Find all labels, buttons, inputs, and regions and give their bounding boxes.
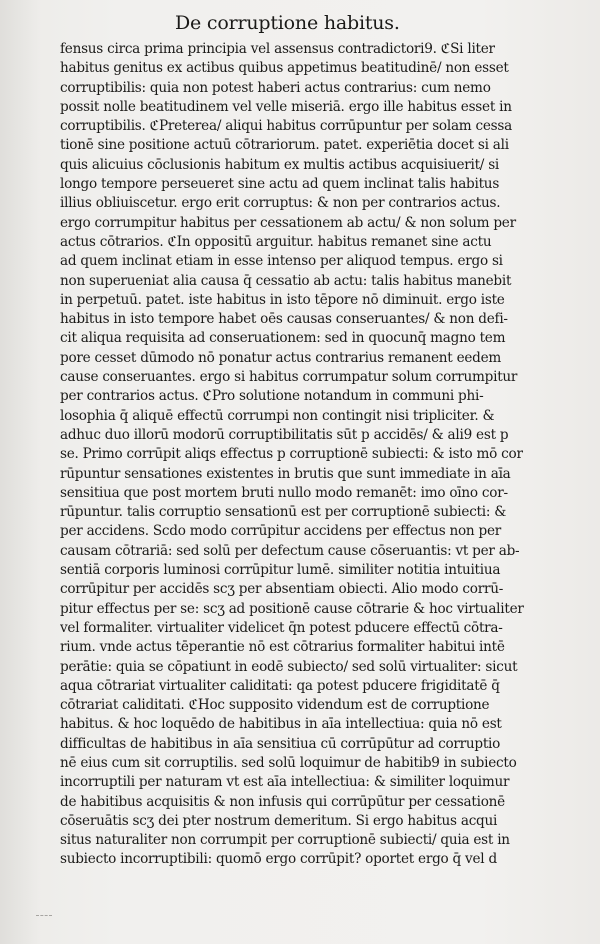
text-line: de habitibus acquisitis & non infusis qui corrūpūtur per cessationē	[60, 793, 505, 810]
text-line: rūpuntur sensationes existentes in brutis que sunt immediate in aīa	[60, 465, 511, 482]
text-line: vel formaliter. virtualiter videlicet q̄n potest pducere effectū cōtra-	[60, 619, 503, 636]
text-line: rūpuntur. talis corruptio sensationū est per corruptionē subiecti: &	[60, 504, 507, 521]
text-line: possit nolle beatitudinem vel velle miseriā. ergo ille habitus esset in	[60, 98, 512, 115]
text-line: rium. vnde actus tēperantie nō est cōtrarius formaliter habitui intē	[60, 639, 505, 656]
text-line: situs naturaliter non corrumpit per corruptionē subiecti/ quia est in	[60, 832, 510, 849]
body-text	[60, 40, 570, 870]
text-line: cit aliqua requisita ad conseruationem: sed in quocunq̄ magno tem	[60, 330, 506, 347]
text-line: sentiā corporis luminosi corrūpitur lumē. similiter notitia intuitiua	[60, 562, 501, 579]
text-line: habitus in isto tempore habet oēs causas conseruantes/ & non defi-	[60, 311, 508, 328]
text-line: corruptibilis: quia non potest haberi actus contrarius: cum nemo	[60, 79, 491, 96]
text-line: adhuc duo illorū modorū corruptibilitatis sūt p accidēs/ & ali9 est p	[60, 426, 509, 443]
text-line: ergo corrumpitur habitus per cessationem ab actu/ & non solum per	[60, 214, 516, 231]
margin-mark	[36, 905, 52, 916]
text-line: corruptibilis. ℭPreterea/ aliqui habitus corrūpuntur per solam cessa	[60, 118, 512, 135]
text-line: corrūpitur per accidēs scʒ per absentiam obiecti. Alio modo corrū-	[60, 581, 504, 598]
text-line: longo tempore perseueret sine actu ad quem inclinat talis habitus	[60, 176, 500, 193]
text-line: aqua cōtrariat virtualiter caliditati: qa potest pducere frigiditatē q̄	[60, 677, 500, 694]
text-line: perātie: quia se cōpatiunt in eodē subiecto/ sed solū virtualiter: sicut	[60, 658, 518, 675]
text-line: actus cōtrarios. ℭIn oppositū arguitur. habitus remanet sine actu	[60, 233, 492, 250]
text-line: cōseruātis scʒ dei pter nostrum demeritum. Si ergo habitus acqui	[60, 812, 498, 829]
text-line: in perpetuū. patet. iste habitus in isto tēpore nō diminuit. ergo iste	[60, 291, 505, 308]
text-line: sensitiua que post mortem bruti nullo modo remanēt: imo oīno cor-	[60, 484, 508, 501]
text-line: cōtrariat caliditati. ℭHoc supposito videndum est de corruptione	[60, 697, 490, 714]
text-line: quis alicuius cōclusionis habitum ex multis actibus acquisiuerit/ si	[60, 156, 500, 173]
text-line: pitur effectus per se: scʒ ad positionē cause cōtrarie & hoc virtualiter	[60, 600, 524, 617]
text-line: difficultas de habitibus in aīa sensitiua cū corrūpūtur ad corruptio	[60, 735, 501, 752]
gutter-shadow	[0, 0, 40, 944]
text-line: losophia q̄ aliquē effectū corrumpi non contingit nisi tripliciter. &	[60, 407, 495, 424]
text-line: cause conseruantes. ergo si habitus corrumpatur solum corrumpitur	[60, 369, 518, 386]
text-line: habitus. & hoc loquēdo de habitibus in aīa intellectiua: quia nō est	[60, 716, 502, 733]
text-line: habitus genitus ex actibus quibus appetimus beatitudinē/ non esset	[60, 60, 509, 77]
text-line: fensus circa prima principia vel assensus contradictori9. ℭSi liter	[60, 41, 495, 57]
text-line: pore cesset dūmodo nō ponatur actus contrarius remanent eedem	[60, 349, 502, 366]
running-head: De corruptione habitus.	[175, 12, 400, 34]
text-line: se. Primo corrūpit aliqs effectus p corruptionē subiecti: & isto mō cor	[60, 446, 523, 463]
text-line: non superueniat alia causa q̄ cessatio ab actu: talis habitus manebit	[60, 272, 512, 289]
text-line: per accidens. Scdo modo corrūpitur accidens per effectus non per	[60, 523, 501, 540]
text-line: illius obliuiscetur. ergo erit corruptus: & non per contrarios actus.	[60, 195, 501, 212]
text-line: subiecto incorruptibili: quomō ergo corrūpit? oportet ergo q̄ vel d	[60, 851, 497, 868]
text-line: ad quem inclinat etiam in esse intenso per aliquod tempus. ergo si	[60, 253, 503, 270]
text-line: per contrarios actus. ℭPro solutione notandum in communi phi-	[60, 388, 484, 405]
text-line: causam cōtrariā: sed solū per defectum cause cōseruantis: vt per ab-	[60, 542, 520, 559]
text-line: incorruptili per naturam vt est aīa intellectiua: & similiter loquimur	[60, 774, 510, 791]
text-line: nē eius cum sit corruptilis. sed solū loquimur de habitib9 in subiecto	[60, 754, 517, 771]
text-line: tionē sine positione actuū cōtrariorum. patet. experiētia docet si ali	[60, 137, 509, 154]
